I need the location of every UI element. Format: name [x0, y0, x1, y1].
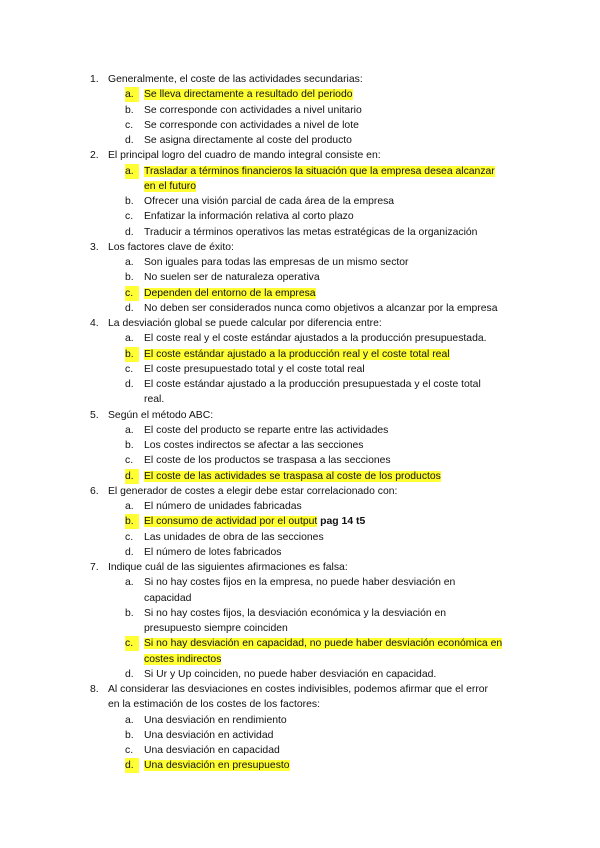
option-letter: c.: [125, 363, 134, 375]
option-line: Las unidades de obra de las secciones: [144, 531, 324, 543]
option-line: Se corresponde con actividades a nivel unitario: [144, 104, 362, 116]
option-text: [144, 270, 320, 285]
option-text: [144, 255, 409, 270]
option-line: Si no hay costes fijos en la empresa, no puede haber desviación en: [144, 577, 456, 589]
option-line: Si no hay desviación en capacidad, no puede haber desviación económica en: [144, 638, 503, 650]
option-line: Una desviación en presupuesto: [144, 760, 290, 772]
option-line: Una desviación en actividad: [144, 729, 274, 741]
option-text: [144, 133, 352, 148]
option-text: [144, 423, 388, 438]
option-text: [144, 545, 281, 560]
option-line: No suelen ser de naturaleza operativa: [144, 272, 320, 284]
option-line: El coste estándar ajustado a la producción presupuestada y el coste total: [144, 379, 481, 390]
option-line: real.: [144, 394, 165, 406]
question-text: El principal logro del cuadro de mando integral consiste en:: [108, 150, 381, 162]
option-letter: c.: [125, 455, 134, 467]
option-letter: d.: [125, 135, 134, 146]
option-letter: b.: [125, 729, 134, 741]
question-text: Indique cuál de las siguientes afirmaciones es falsa:: [108, 562, 348, 573]
option-letter: d.: [125, 758, 139, 773]
option-text-correct: [144, 758, 290, 773]
option-text-correct: [144, 87, 353, 102]
option-text: [144, 575, 455, 590]
option-text-correct: [144, 636, 502, 651]
option-line: Traducir a términos operativos las metas estratégicas de la organización: [144, 226, 478, 238]
option-line: capacidad: [144, 592, 192, 604]
option-text: [144, 225, 477, 240]
option-line: Ofrecer una visión parcial de cada área de la empresa: [144, 196, 395, 207]
option-text-correct: [144, 652, 221, 667]
option-text: [144, 392, 164, 407]
option-letter: a.: [125, 714, 134, 726]
option-text: [144, 606, 446, 621]
option-text: [144, 499, 302, 514]
option-text: [144, 591, 191, 606]
option-text: [144, 194, 394, 209]
option-line: No deben ser considerados nunca como objetivos a alcanzar por la empresa: [144, 302, 498, 314]
question-number: 6.: [90, 485, 99, 497]
option-text: [144, 331, 487, 346]
option-letter: b.: [125, 440, 134, 451]
option-letter: c.: [125, 636, 139, 651]
option-letter: d.: [125, 546, 134, 558]
option-letter: a.: [125, 577, 134, 589]
option-line: El coste presupuestado total y el coste total real: [144, 363, 365, 375]
option-letter: a.: [125, 501, 134, 512]
option-text-correct: [144, 347, 450, 362]
option-letter: a.: [125, 257, 134, 268]
option-line: presupuesto siempre coinciden: [144, 623, 288, 634]
option-text: [144, 530, 324, 545]
option-text: [144, 438, 363, 453]
option-letter: b.: [125, 607, 134, 619]
option-text-correct: [144, 469, 441, 484]
option-text: [144, 118, 359, 133]
option-line: El coste del producto se reparte entre las actividades: [144, 424, 389, 436]
option-letter: a.: [125, 164, 139, 179]
option-letter: b.: [125, 196, 134, 207]
option-line: Una desviación en capacidad: [144, 745, 280, 756]
option-letter: b.: [125, 104, 134, 116]
question-text: La desviación global se puede calcular por diferencia entre:: [108, 318, 382, 329]
option-line: El número de lotes fabricados: [144, 546, 282, 558]
option-text: [144, 621, 288, 636]
option-text: [144, 377, 481, 392]
option-letter: c.: [125, 286, 139, 301]
question-number: 3.: [90, 241, 99, 253]
question-text: El generador de costes a elegir debe estar correlacionado con:: [108, 485, 398, 497]
option-line: Se lleva directamente a resultado del periodo: [144, 89, 353, 101]
option-text-correct: [144, 286, 316, 301]
option-text-correct: [144, 514, 365, 529]
option-text: [144, 103, 362, 118]
question-text: Al considerar las desviaciones en costes indivisibles, podemos afirmar que el error: [108, 684, 489, 695]
option-letter: c.: [125, 745, 134, 756]
option-note: pag 14 t5: [317, 516, 366, 528]
option-letter: d.: [125, 668, 134, 680]
option-text: [144, 743, 280, 758]
option-letter: b.: [125, 514, 139, 529]
option-line: Trasladar a términos financieros la situación que la empresa desea alcanzar: [144, 165, 495, 177]
option-line: costes indirectos: [144, 653, 222, 665]
option-letter: d.: [125, 302, 134, 314]
option-letter: d.: [125, 226, 134, 238]
option-line: El número de unidades fabricadas: [144, 501, 302, 512]
question-number: 1.: [90, 74, 99, 85]
option-line: Los costes indirectos se afectar a las secciones: [144, 440, 364, 451]
option-text: [144, 453, 391, 468]
option-line: en el futuro: [144, 180, 196, 192]
question-number: 4.: [90, 318, 99, 329]
question-number: 2.: [90, 150, 99, 162]
option-line: El coste de los productos se traspasa a las secciones: [144, 455, 391, 467]
option-letter: b.: [125, 347, 139, 362]
option-line: Enfatizar la información relativa al corto plazo: [144, 211, 354, 223]
option-line: El coste real y el coste estándar ajustados a la producción presupuestada.: [144, 333, 487, 345]
option-line: Si Ur y Up coinciden, no puede haber desviación en capacidad.: [144, 668, 437, 680]
option-letter: d.: [125, 469, 139, 484]
option-line: El consumo de actividad por el output: [144, 516, 318, 528]
option-line: El coste de las actividades se traspasa al coste de los productos: [144, 470, 441, 482]
option-line: Dependen del entorno de la empresa: [144, 287, 316, 299]
option-line: Si no hay costes fijos, la desviación económica y la desviación en: [144, 607, 447, 619]
option-text: [144, 362, 365, 377]
option-letter: a.: [125, 333, 134, 345]
question-number: 8.: [90, 684, 99, 695]
option-line: El coste estándar ajustado a la producción real y el coste total real: [144, 348, 450, 360]
option-text: [144, 301, 498, 316]
option-text: [144, 667, 436, 682]
option-letter: b.: [125, 272, 134, 284]
option-letter: a.: [125, 424, 134, 436]
question-number: 5.: [90, 409, 99, 421]
question-text: Según el método ABC:: [108, 409, 214, 421]
option-letter: a.: [125, 87, 139, 102]
option-line: Se corresponde con actividades a nivel de lote: [144, 119, 359, 131]
option-text: [144, 713, 287, 728]
option-letter: c.: [125, 531, 134, 543]
question-text: Generalmente, el coste de las actividades secundarias:: [108, 74, 363, 85]
option-letter: c.: [125, 211, 134, 223]
option-text: [144, 728, 273, 743]
option-text-correct: [144, 179, 196, 194]
question-number: 7.: [90, 562, 99, 573]
option-line: Se asigna directamente al coste del producto: [144, 135, 352, 146]
option-text-correct: [144, 164, 495, 179]
option-letter: c.: [125, 119, 134, 131]
option-letter: d.: [125, 379, 134, 390]
option-line: Una desviación en rendimiento: [144, 714, 287, 726]
question-text: Los factores clave de éxito:: [108, 241, 234, 253]
question-text: en la estimación de los costes de los factores:: [108, 699, 320, 711]
option-line: Son iguales para todas las empresas de un mismo sector: [144, 257, 409, 268]
option-text: [144, 209, 354, 224]
